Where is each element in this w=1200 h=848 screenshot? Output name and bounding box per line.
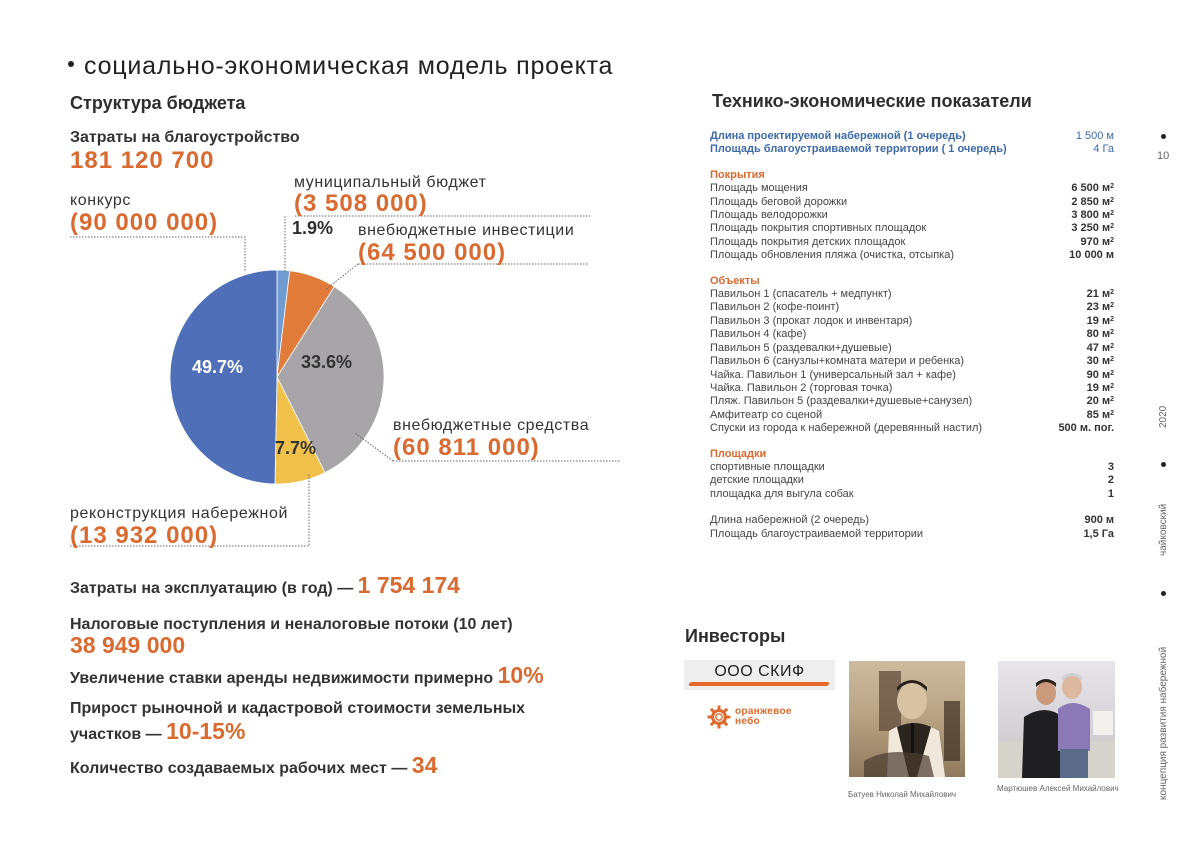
row-value-text: 3 250 м — [1071, 222, 1111, 235]
row-value: 4 Га — [1093, 143, 1114, 156]
row-value — [1087, 315, 1114, 328]
segment-amount-funds: (60 811 000) — [393, 434, 540, 461]
segment-label-konkurs: конкурс — [70, 192, 132, 209]
row-name: Амфитеатр со сценой — [710, 408, 823, 421]
table-row — [710, 249, 1114, 262]
investor-photo-1 — [849, 661, 965, 777]
row-name: Пляж. Павильон 5 (раздевалки+душевые+санузел) — [710, 395, 973, 408]
row-name: Площадь мощения — [710, 182, 808, 195]
kpi-tax — [70, 632, 185, 659]
kpi-land-label-1: Прирост рыночной и кадастровой стоимости земельных — [70, 700, 526, 717]
segment-amount-municipal: (3 508 000) — [294, 190, 428, 217]
row-value — [1071, 182, 1114, 195]
unit-superscript: 2 — [1110, 315, 1114, 323]
table-row — [710, 528, 1114, 541]
row-name: Чайка. Павильон 1 (универсальный зал + кафе) — [710, 368, 956, 381]
pie-label-municipal-percent: 1.9% — [292, 218, 334, 238]
kpi-rent — [70, 662, 544, 689]
row-value-text: 90 м — [1086, 368, 1111, 381]
row-value — [1087, 355, 1114, 368]
segment-label-municipal: муниципальный бюджет — [294, 174, 487, 191]
kpi-land-label-2: участков — — [70, 726, 162, 743]
row-value — [1083, 528, 1114, 541]
row-name: Павильон 4 (кафе) — [710, 328, 807, 341]
section-objects-title: Объекты — [710, 274, 760, 287]
row-value-text: 20 м — [1086, 395, 1111, 408]
rail-dot — [1161, 134, 1166, 139]
row-name: Длина проектируемой набережной (1 очередь) — [710, 130, 966, 142]
segment-amount-investments: (64 500 000) — [358, 239, 507, 266]
kpi-land-value: 10-15% — [166, 718, 246, 744]
row-value — [1071, 222, 1114, 235]
table-row — [710, 342, 1114, 355]
row-value-text: 19 м — [1086, 381, 1111, 394]
unit-superscript: 2 — [1110, 210, 1114, 218]
unit-superscript: 2 — [1110, 369, 1114, 377]
phase2-list — [710, 514, 1114, 541]
table-row — [710, 409, 1114, 422]
unit-superscript: 2 — [1110, 409, 1114, 417]
pie-label-reconstruction-percent: 7.7% — [275, 438, 317, 458]
unit-superscript: 2 — [1110, 196, 1114, 204]
row-name: Площадь беговой дорожки — [710, 195, 848, 208]
row-value — [1108, 488, 1114, 501]
pie-label-funds-percent: 33.6% — [301, 352, 353, 372]
segment-label-funds: внебюджетные средства — [393, 417, 590, 434]
table-row — [710, 301, 1114, 314]
row-name: Павильон 3 (прокат лодок и инвентаря) — [710, 314, 913, 327]
total-cost-value: 181 120 700 — [70, 147, 215, 174]
investor-name-1: Батуев Николай Михайлович — [848, 790, 957, 799]
table-row — [710, 182, 1114, 195]
row-name: Павильон 5 (раздевалки+душевые) — [710, 341, 892, 354]
table-row — [710, 196, 1114, 209]
kpi-operation-label: Затраты на эксплуатацию (в год) — — [70, 580, 354, 597]
row-value-text: 19 м — [1086, 314, 1111, 327]
budget-heading: Структура бюджета — [70, 93, 246, 113]
logo-line-1: оранжевое — [735, 706, 792, 717]
row-name: Чайка. Павильон 2 (торговая точка) — [710, 381, 893, 394]
unit-superscript: 2 — [1110, 329, 1114, 337]
grounds-list — [710, 461, 1114, 501]
section-grounds-title: Площадки — [710, 447, 767, 460]
table-row — [710, 315, 1114, 328]
kpi-operation-value: 1 754 174 — [357, 572, 460, 598]
leader-line-konkurs — [70, 237, 245, 272]
row-value-text: 23 м — [1086, 301, 1111, 314]
row-name: Спуски из города к набережной (деревянный настил) — [710, 422, 983, 435]
row-value — [1087, 369, 1114, 382]
row-value — [1069, 249, 1114, 262]
row-value-text: 10 000 м — [1069, 249, 1114, 262]
segment-amount-reconstruction: (13 932 000) — [70, 522, 219, 549]
row-value — [1087, 328, 1114, 341]
investor-name-2: Мартюшев Алексей Михайлович — [997, 784, 1119, 793]
unit-superscript: 2 — [1110, 223, 1114, 231]
kpi-jobs — [70, 752, 437, 779]
table-row — [710, 328, 1114, 341]
row-value: 1 500 м — [1075, 130, 1114, 142]
rail-dot — [1161, 591, 1166, 596]
table-row — [710, 382, 1114, 395]
row-name: Площадь благоустраиваемой территории ( 1 очередь) — [710, 143, 1007, 156]
row-name: Площадь велодорожки — [710, 209, 828, 222]
table-row — [710, 355, 1114, 368]
row-value-text: 500 м. пог. — [1058, 422, 1114, 435]
logo-line-2: небо — [735, 716, 760, 727]
row-value — [1087, 301, 1114, 314]
sun-gear-icon — [707, 705, 731, 729]
segment-label-investments: внебюджетные инвестиции — [358, 222, 575, 239]
kpi-rent-value: 10% — [497, 662, 544, 688]
table-row — [710, 369, 1114, 382]
kpi-jobs-label: Количество создаваемых рабочих мест — — [70, 760, 408, 777]
row-value — [1108, 474, 1114, 487]
row-value — [1058, 422, 1114, 435]
segment-label-reconstruction: реконструкция набережной — [70, 505, 288, 522]
investor-company-name: ООО СКИФ — [714, 663, 805, 680]
table-row — [710, 474, 1114, 487]
table-row — [710, 514, 1114, 527]
row-value — [1108, 461, 1114, 474]
row-value-text: 2 — [1107, 474, 1114, 487]
accent-underline — [688, 682, 829, 686]
row-value — [1071, 196, 1114, 209]
row-name: детские площадки — [710, 474, 804, 487]
row-value-text: 47 м — [1086, 341, 1111, 354]
kpi-land — [70, 718, 245, 745]
rail-dot — [1161, 462, 1166, 467]
total-cost-label: Затраты на благоустройство — [70, 129, 300, 146]
unit-superscript: 2 — [1110, 302, 1114, 310]
kpi-rent-label: Увеличение ставки аренды недвижимости примерно — [70, 670, 494, 687]
row-value-text: 970 м — [1080, 235, 1111, 248]
rail-year: 2020 — [1158, 405, 1169, 428]
tech-highlight-row — [710, 143, 1114, 156]
row-name: Площадь покрытия спортивных площадок — [710, 222, 927, 235]
row-value-text: 1 — [1107, 487, 1114, 500]
row-name: Павильон 2 (кофе-поинт) — [710, 301, 840, 314]
tech-highlight-row — [710, 130, 1114, 143]
pie-label-konkurs-percent: 49.7% — [192, 357, 244, 377]
unit-superscript: 2 — [1110, 183, 1114, 191]
row-value — [1087, 395, 1114, 408]
unit-superscript: 2 — [1110, 236, 1114, 244]
table-row — [710, 288, 1114, 301]
logo-wordmark — [735, 707, 792, 727]
table-row — [710, 209, 1114, 222]
section-coverings-title: Покрытия — [710, 168, 765, 181]
row-value-text: 900 м — [1084, 514, 1114, 527]
row-value-text: 1,5 Га — [1083, 527, 1114, 540]
table-row — [710, 488, 1114, 501]
row-name: Павильон 6 (санузлы+комната матери и ребенка) — [710, 355, 965, 368]
row-value — [1081, 236, 1114, 249]
unit-superscript: 2 — [1110, 396, 1114, 404]
kpi-jobs-value: 34 — [411, 752, 438, 778]
row-value — [1071, 209, 1114, 222]
table-row — [710, 222, 1114, 235]
row-value — [1087, 288, 1114, 301]
table-row — [710, 461, 1114, 474]
leader-line-funds-diag — [355, 433, 393, 461]
rail-city: чайковский — [1158, 503, 1169, 556]
rail-project: концепция развития набережной — [1158, 646, 1169, 800]
unit-superscript: 2 — [1110, 289, 1114, 297]
row-value-text: 2 850 м — [1071, 195, 1111, 208]
row-value — [1087, 409, 1114, 422]
unit-superscript: 2 — [1110, 382, 1114, 390]
tech-heading: Технико-экономические показатели — [712, 91, 1032, 111]
row-value-text: 6 500 м — [1071, 182, 1111, 195]
segment-amount-konkurs: (90 000 000) — [70, 209, 219, 236]
page-number: 10 — [1157, 150, 1170, 162]
row-value — [1087, 382, 1114, 395]
row-value-text: 80 м — [1086, 328, 1111, 341]
kpi-tax-value: 38 949 000 — [70, 632, 186, 658]
row-name: Площадь благоустраиваемой территории — [710, 527, 924, 540]
objects-list — [710, 288, 1114, 435]
investors-heading: Инвесторы — [685, 626, 786, 646]
row-name: Площадь покрытия детских площадок — [710, 235, 906, 248]
row-name: площадка для выгула собак — [710, 487, 854, 500]
table-row — [710, 236, 1114, 249]
unit-superscript: 2 — [1110, 342, 1114, 350]
row-value — [1084, 514, 1114, 527]
row-name: Павильон 1 (спасатель + медпункт) — [710, 288, 892, 301]
page-title: социально-экономическая модель проекта — [68, 52, 613, 81]
row-value-text: 21 м — [1086, 288, 1111, 301]
row-name: спортивные площадки — [710, 460, 825, 473]
table-row — [710, 395, 1114, 408]
row-value-text: 85 м — [1086, 408, 1111, 421]
investor-company-badge — [684, 660, 835, 690]
row-value — [1087, 342, 1114, 355]
investor-logo — [707, 705, 792, 729]
kpi-tax-label: Налоговые поступления и неналоговые потоки (10 лет) — [70, 616, 513, 633]
row-name: Длина набережной (2 очередь) — [710, 514, 869, 527]
row-value-text: 3 — [1107, 460, 1114, 473]
row-name: Площадь обновления пляжа (очистка, отсыпка) — [710, 249, 954, 262]
investor-photo-2 — [998, 661, 1115, 778]
tech-table — [710, 130, 1114, 541]
person-portrait-image — [849, 661, 965, 777]
two-people-image — [998, 661, 1115, 778]
unit-superscript: 2 — [1110, 356, 1114, 364]
coverings-list — [710, 182, 1114, 262]
kpi-operation — [70, 572, 460, 599]
row-value-text: 30 м — [1086, 355, 1111, 368]
table-row — [710, 422, 1114, 435]
row-value-text: 3 800 м — [1071, 209, 1111, 222]
